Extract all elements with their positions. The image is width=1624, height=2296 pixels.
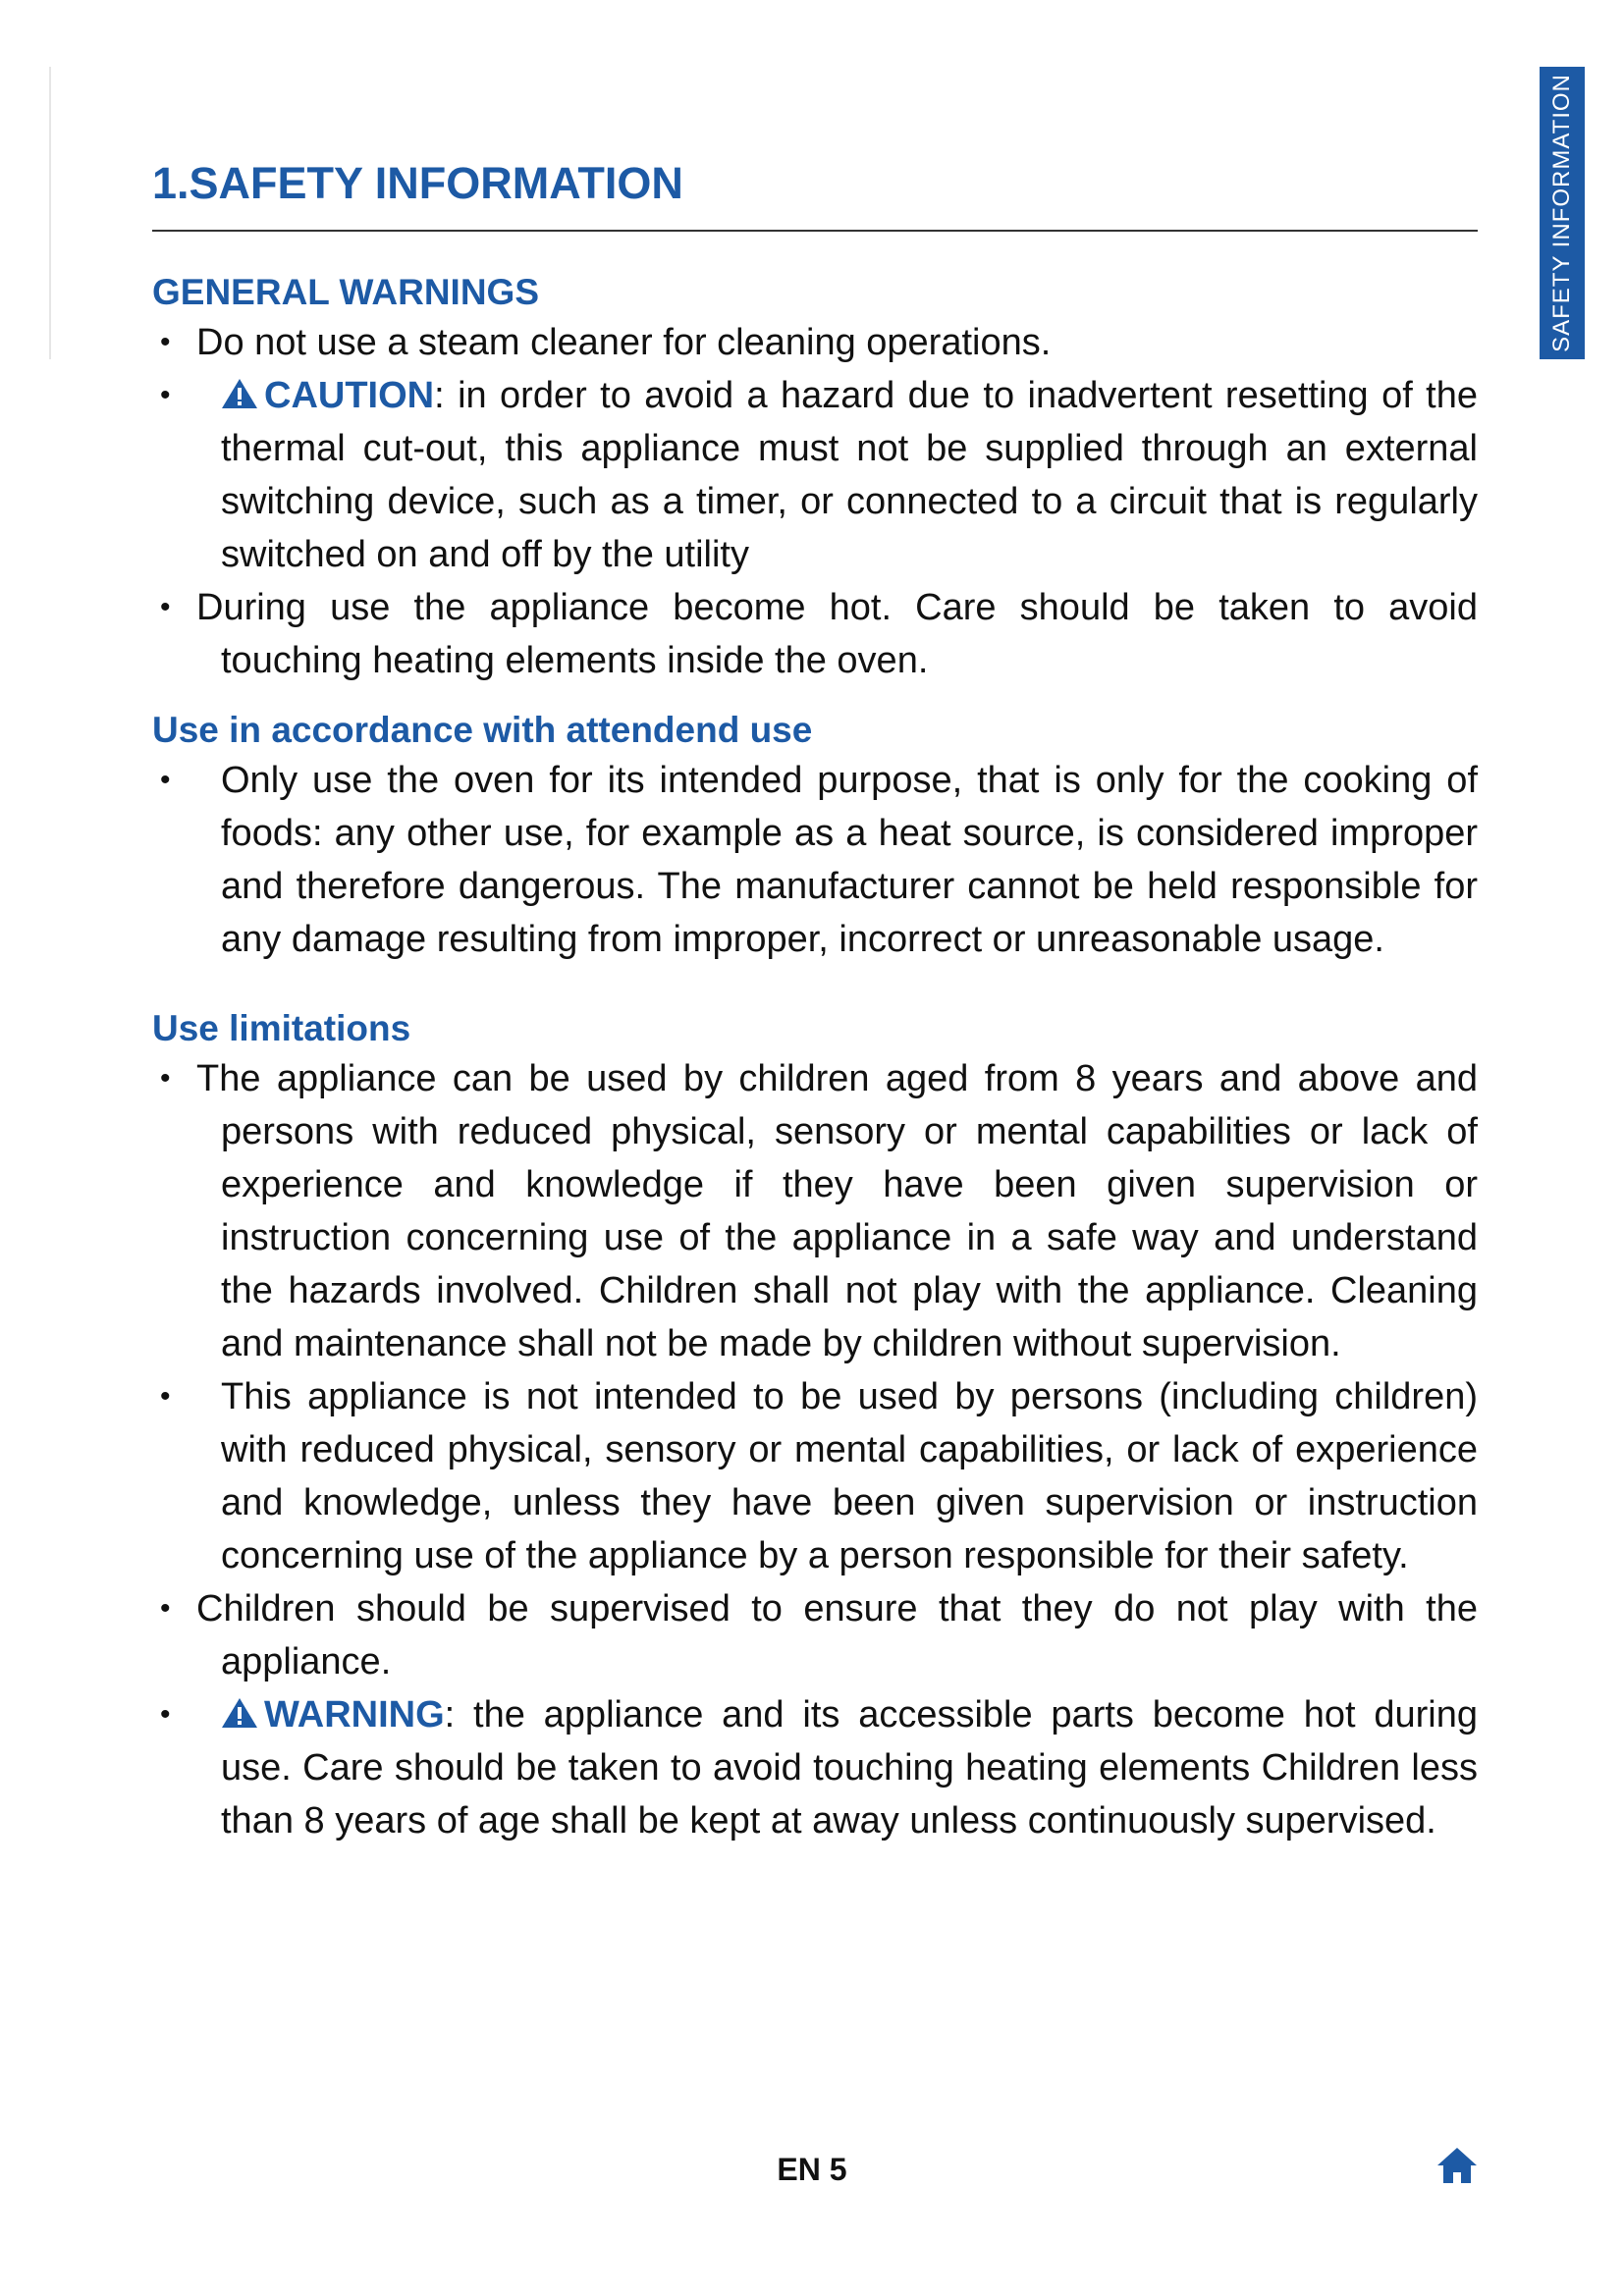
bullet-icon: • [160, 1062, 171, 1095]
section-heading-intended-use: Use in accordance with attendend use [152, 710, 813, 751]
left-margin-rule [49, 67, 51, 359]
general-warnings-list [152, 316, 1478, 687]
warning-triangle-icon [221, 378, 258, 409]
list-item: • During use the appliance become hot. Care should be taken to avoid touching heating elements inside the oven. [152, 581, 1478, 687]
intended-use-list [152, 754, 1478, 966]
bullet-icon: • [160, 1698, 171, 1732]
home-icon[interactable] [1435, 2146, 1479, 2185]
warning-keyword: WARNING [264, 1694, 445, 1736]
use-limitations-list [152, 1052, 1478, 1847]
list-item: • Children should be supervised to ensure that they do not play with the appliance. [152, 1582, 1478, 1688]
list-item: • CAUTION: in order to avoid a hazard due to inadvertent resetting of the thermal cut-out, this appliance must not be supplied through an external switching device, such as a timer, or connected to a circuit that is regularly switched on and off by the utility [152, 369, 1478, 581]
bullet-icon: • [160, 326, 171, 359]
title-divider [152, 230, 1478, 232]
page-number: EN 5 [777, 2152, 847, 2187]
warning-triangle-icon [221, 1697, 258, 1729]
list-item: • Only use the oven for its intended purpose, that is only for the cooking of foods: any other use, for example as a heat source, is considered improper and therefore dangerous. The manufacturer cannot be held responsible for any damage resulting from improper, incorrect or unreasonable usage. [152, 754, 1478, 966]
list-item: • This appliance is not intended to be used by persons (including children) with reduced physical, sensory or mental capabilities, or lack of experience and knowledge, unless they have been given supervision or instruction concerning use of the appliance by a person responsible for their safety. [152, 1370, 1478, 1582]
section-heading-use-limitations: Use limitations [152, 1008, 411, 1049]
bullet-icon: • [160, 764, 171, 797]
bullet-icon: • [160, 1592, 171, 1626]
bullet-icon: • [160, 379, 171, 412]
caution-keyword: CAUTION [264, 375, 435, 417]
page-content [152, 157, 1478, 1847]
bullet-icon: • [160, 591, 171, 624]
list-item: • WARNING: the appliance and its accessible parts become hot during use. Care should be taken to avoid touching heating elements Children less than 8 years of age shall be kept at away unless continuously supervised. [152, 1688, 1478, 1847]
page-title: 1.SAFETY INFORMATION [152, 158, 683, 208]
bullet-icon: • [160, 1380, 171, 1414]
section-heading-general-warnings: GENERAL WARNINGS [152, 272, 540, 312]
side-tab-label: SAFETY INFORMATION [1548, 74, 1576, 352]
list-item: • Do not use a steam cleaner for cleaning operations. [152, 316, 1478, 369]
side-tab-safety-information [1540, 67, 1585, 359]
list-item: • The appliance can be used by children aged from 8 years and above and persons with reduced physical, sensory or mental capabilities or lack of experience and knowledge if they have been given supervision or instruction concerning use of the appliance in a safe way and understand the hazards involved. Children shall not play with the appliance. Cleaning and maintenance shall not be made by children without supervision. [152, 1052, 1478, 1370]
